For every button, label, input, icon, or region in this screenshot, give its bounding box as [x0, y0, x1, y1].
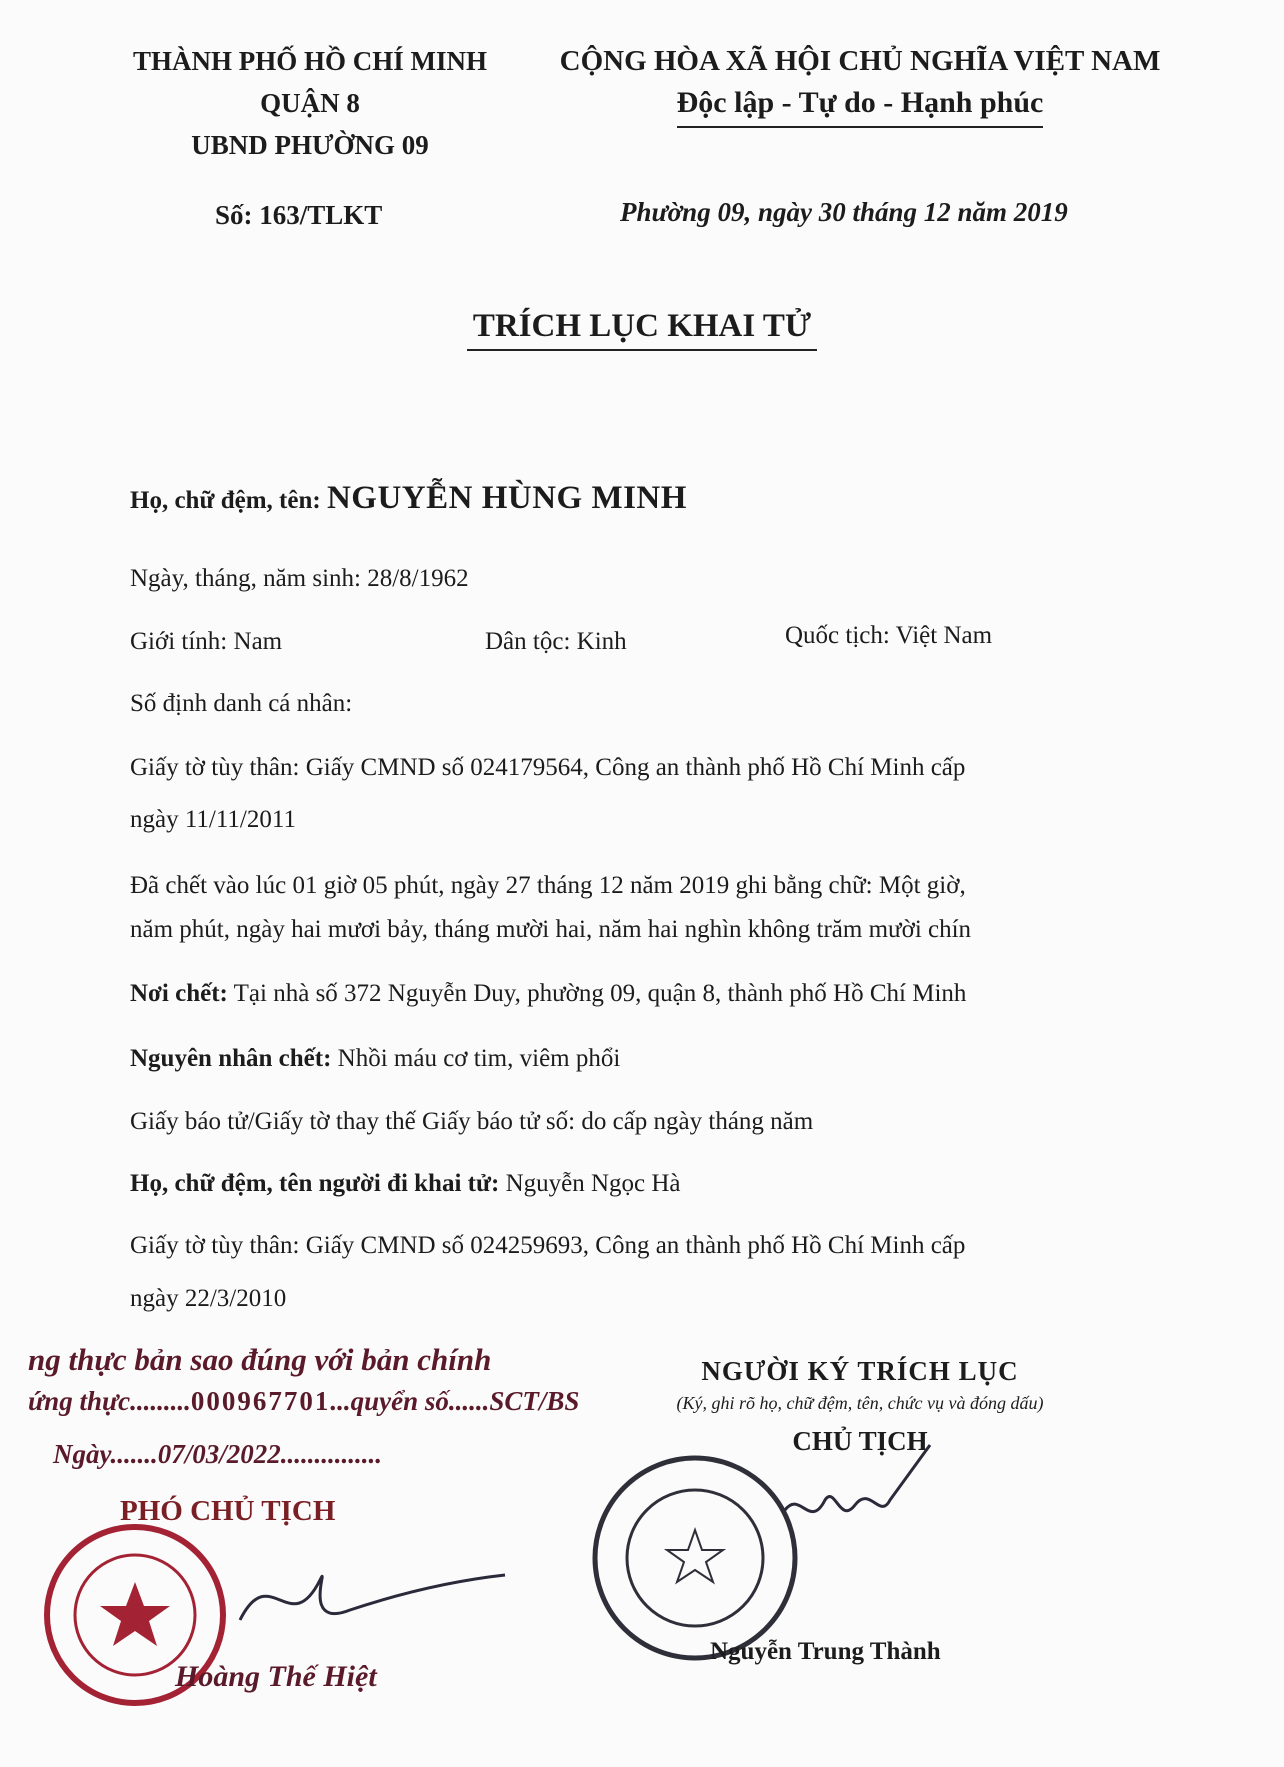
declarant-id-date: ngày 22/3/2010 — [130, 1285, 287, 1312]
place-and-date: Phường 09, ngày 30 tháng 12 năm 2019 — [620, 197, 1068, 227]
certifier-signature — [230, 1540, 510, 1650]
certification-date-value: 07/03/2022 — [157, 1439, 281, 1469]
seal-inner-ring — [627, 1490, 763, 1626]
personal-id-label: Số định danh cá nhân: — [130, 690, 353, 717]
full-name-label: Họ, chữ đệm, tên: — [130, 487, 321, 514]
dob-value: 28/8/1962 — [367, 565, 469, 592]
declarant-id-value: Giấy CMND số 024259693, Công an thành phố Hồ Chí Minh cấp — [305, 1232, 966, 1259]
certification-prefix: ứng thực — [28, 1386, 131, 1416]
certification-date-label: Ngày — [53, 1439, 111, 1469]
document-title — [0, 308, 1284, 351]
seal-outer-ring — [595, 1458, 795, 1658]
death-place-label: Nơi chết: — [130, 980, 228, 1007]
district-name: QUẬN 8 — [260, 88, 360, 118]
id-doc-date: ngày 11/11/2011 — [130, 806, 296, 833]
personal-id-row — [130, 690, 352, 718]
country-name: CỘNG HÒA XÃ HỘI CHỦ NGHĨA VIỆT NAM — [559, 45, 1161, 77]
declarant-value: Nguyễn Ngọc Hà — [505, 1170, 681, 1197]
ethnicity — [485, 628, 627, 656]
death-notice-row — [130, 1108, 813, 1136]
star-icon — [100, 1582, 170, 1646]
ward-committee: UBND PHƯỜNG 09 — [191, 130, 429, 160]
nationality-value: Việt Nam — [895, 622, 993, 649]
cause-label: Nguyên nhân chết: — [130, 1045, 332, 1072]
death-time-label: Đã chết vào lúc — [130, 872, 287, 899]
cause-row — [130, 1045, 620, 1073]
certifier-title: PHÓ CHỦ TỊCH — [120, 1495, 336, 1527]
ethnicity-label: Dân tộc: — [485, 628, 571, 655]
nationality — [785, 622, 992, 650]
national-motto: Độc lập - Tự do - Hạnh phúc — [677, 82, 1044, 128]
deceased-name: NGUYỄN HÙNG MINH — [326, 480, 687, 516]
demographics-row — [130, 622, 1170, 656]
death-place-value: Tại nhà số 372 Nguyễn Duy, phường 09, quận 8, thành phố Hồ Chí Minh — [233, 980, 967, 1007]
signatory-position: CHỦ TỊCH — [792, 1426, 928, 1456]
certification-register: ứng thực.........000967701...quyển số......SCT/BS — [28, 1386, 580, 1416]
declarant-row — [130, 1170, 681, 1198]
signatory-signature — [780, 1440, 940, 1550]
death-place-row — [130, 980, 966, 1008]
death-time-words: năm phút, ngày hai mươi bảy, tháng mười hai, năm hai nghìn không trăm mười chín — [130, 916, 972, 943]
death-time-row — [130, 872, 966, 900]
nationality-label: Quốc tịch: — [785, 622, 890, 649]
signatory-name: Nguyễn Trung Thành — [710, 1638, 941, 1665]
dob-row — [130, 565, 469, 593]
document-number: Số: 163/TLKT — [215, 200, 383, 230]
gender-value: Nam — [233, 628, 283, 655]
signatory-note: (Ký, ghi rõ họ, chữ đệm, tên, chức vụ và đóng dấu) — [676, 1393, 1044, 1413]
id-doc-row — [130, 754, 965, 782]
death-notice-label: Giấy báo tử/Giấy tờ thay thế Giấy báo tử số: — [130, 1108, 576, 1135]
dob-label: Ngày, tháng, năm sinh: — [130, 565, 361, 592]
full-name-row — [130, 480, 687, 517]
copy-certification — [28, 1342, 580, 1470]
declarant-label: Họ, chữ đệm, tên người đi khai tử: — [130, 1170, 500, 1197]
id-doc-value: Giấy CMND số 024179564, Công an thành phố Hồ Chí Minh cấp — [305, 754, 966, 781]
gender-label: Giới tính: — [130, 628, 228, 655]
death-time-value: 01 giờ 05 phút, ngày 27 tháng 12 năm 2019 ghi bằng chữ: Một giờ, — [292, 872, 966, 899]
document-title-text: TRÍCH LỤC KHAI TỬ — [467, 308, 817, 351]
star-icon — [667, 1530, 723, 1582]
cause-value: Nhồi máu cơ tim, viêm phổi — [337, 1045, 621, 1072]
certification-number: 000967701 — [190, 1386, 331, 1416]
signature-stroke — [785, 1445, 930, 1512]
issuing-authority — [100, 40, 520, 166]
certifier-name: Hoàng Thế Hiệt — [175, 1660, 377, 1693]
signatory-heading: NGƯỜI KÝ TRÍCH LỤC — [701, 1356, 1019, 1386]
certification-statement: ng thực bản sao đúng với bản chính — [28, 1342, 492, 1377]
national-heading — [530, 40, 1190, 128]
ward-seal-right — [585, 1448, 805, 1668]
certification-book: quyển số......SCT/BS — [350, 1386, 580, 1416]
id-doc-label: Giấy tờ tùy thân: — [130, 754, 300, 781]
city-name: THÀNH PHỐ HỒ CHÍ MINH — [132, 46, 487, 76]
signature-stroke — [240, 1575, 505, 1620]
declarant-id-row — [130, 1232, 965, 1260]
death-notice-value: do cấp ngày tháng năm — [581, 1108, 814, 1135]
declarant-id-label: Giấy tờ tùy thân: — [130, 1232, 300, 1259]
certification-date: Ngày.......07/03/2022............... — [53, 1439, 382, 1469]
ethnicity-value: Kinh — [576, 628, 627, 655]
